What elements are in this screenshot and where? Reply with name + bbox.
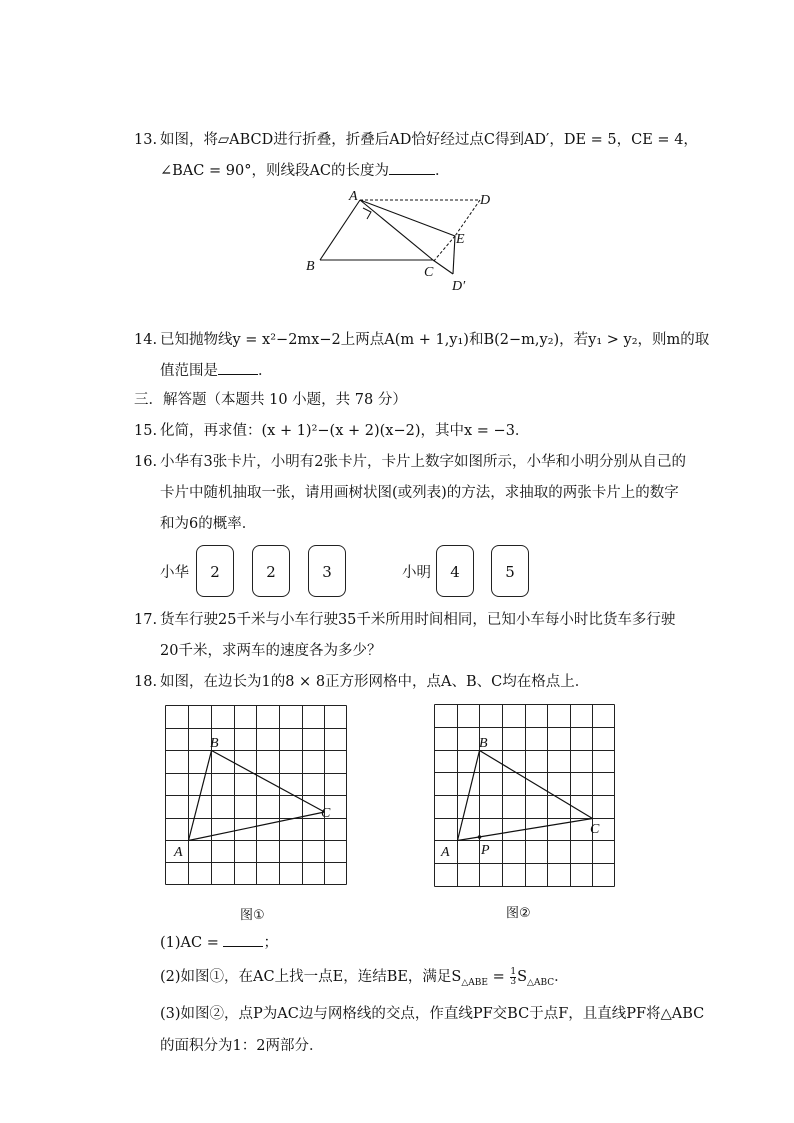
q13-line2-text: ∠BAC = 90°，则线段AC的长度为 bbox=[160, 163, 390, 179]
q15-text: 化简，再求值：(x + 1)²−(x + 2)(x−2)，其中x = −3． bbox=[160, 423, 530, 439]
xiaohua-card-1: 2 bbox=[196, 545, 234, 597]
xiaoming-card-2: 5 bbox=[491, 545, 529, 597]
q17-line1: 货车行驶25千米与小车行驶35千米所用时间相同，已知小车每小时比货车多行驶 bbox=[160, 612, 676, 628]
grid-1-lines bbox=[166, 706, 347, 885]
q18-part2-end: ． bbox=[554, 969, 569, 985]
q13-answer-blank bbox=[389, 160, 435, 175]
q13-label-D: D bbox=[480, 193, 491, 208]
grid2-label-P: P bbox=[481, 843, 490, 858]
q13-segment-DE-dashed bbox=[455, 200, 480, 236]
xiaoming-card-1: 4 bbox=[436, 545, 474, 597]
grid1-label-C: C bbox=[321, 806, 331, 821]
fig2-caption: 图② bbox=[506, 906, 531, 921]
q13-segment-AC bbox=[360, 200, 433, 260]
q13-line1: 如图，将▱ABCD进行折叠，折叠后AD恰好经过点C得到AD′，DE = 5，CE = 4， bbox=[160, 132, 698, 148]
q13-label-A: A bbox=[349, 189, 358, 204]
q18-grid-figure-2 bbox=[429, 699, 619, 891]
q14-line2 bbox=[160, 360, 273, 381]
section-3-heading: 三．解答题（本题共 10 小题，共 78 分） bbox=[134, 392, 407, 408]
q16-line2: 卡片中随机抽取一张，请用画树状图(或列表)的方法，求抽取的两张卡片上的数字 bbox=[160, 485, 679, 501]
fig1-caption: 图① bbox=[240, 908, 265, 923]
q18-part2-sub2: △ABC bbox=[527, 977, 555, 988]
q18-text: 如图，在边长为1的8 × 8正方形网格中，点A、B、C均在格点上． bbox=[160, 674, 590, 690]
grid2-label-A: A bbox=[441, 845, 450, 860]
q18-grid-figure-1 bbox=[160, 700, 350, 890]
q13-number: 13. bbox=[134, 132, 158, 148]
q13-segment-AB bbox=[320, 200, 360, 260]
q18-part1 bbox=[160, 932, 278, 953]
q13-label-C: C bbox=[424, 265, 434, 280]
q13-line2-end: ． bbox=[435, 163, 450, 179]
xiaohua-card-3: 3 bbox=[308, 545, 346, 597]
q14-line2-text: 值范围是 bbox=[160, 363, 218, 379]
q13-figure bbox=[300, 186, 500, 294]
q18-part2 bbox=[160, 967, 569, 993]
q17-number: 17. bbox=[134, 612, 158, 628]
q14-line1: 已知抛物线y = x²−2mx−2上两点A(m + 1,y₁)和B(2−m,y₂)，若y₁ > y₂，则m的取 bbox=[160, 332, 710, 348]
q16-number: 16. bbox=[134, 454, 158, 470]
q16-line3: 和为6的概率． bbox=[160, 516, 257, 532]
q18-part1-text: (1)AC = bbox=[160, 935, 224, 951]
grid1-label-B: B bbox=[210, 736, 219, 751]
grid1-label-A: A bbox=[174, 845, 183, 860]
q16-line1: 小华有3张卡片，小明有2张卡片，卡片上数字如图所示，小华和小明分别从自己的 bbox=[160, 454, 686, 470]
grid2-label-C: C bbox=[590, 822, 600, 837]
grid2-side-BC bbox=[480, 751, 593, 819]
q15-number: 15. bbox=[134, 423, 158, 439]
q13-label-Dprime: D′ bbox=[452, 279, 466, 294]
q13-segment-CD bbox=[433, 260, 453, 274]
grid2-label-B: B bbox=[479, 736, 488, 751]
q13-segment-AE bbox=[360, 200, 455, 236]
q18-part2-fraction bbox=[510, 968, 516, 987]
q18-part2-S: S bbox=[517, 969, 528, 985]
q13-segment-EC-dashed bbox=[433, 236, 455, 262]
q18-part2-sub1: △ABE bbox=[461, 977, 488, 988]
grid2-point-P bbox=[478, 835, 482, 839]
q18-part1-end: ； bbox=[263, 935, 278, 951]
q13-line2 bbox=[160, 160, 450, 181]
q14-number: 14. bbox=[134, 332, 158, 348]
q18-number: 18. bbox=[134, 674, 158, 690]
xiaohua-card-2: 2 bbox=[252, 545, 290, 597]
xiaohua-label: 小华 bbox=[160, 565, 189, 581]
q18-part3-line2: 的面积分为1：2两部分． bbox=[160, 1038, 324, 1054]
q13-right-angle-mark bbox=[363, 208, 371, 219]
grid-2-lines bbox=[435, 705, 615, 887]
q18-part3-line1: (3)如图②，点P为AC边与网格线的交点，作直线PF交BC于点F，且直线PF将△ABC bbox=[160, 1006, 705, 1022]
q18-part1-blank bbox=[223, 932, 263, 947]
q13-segment-ED bbox=[453, 236, 455, 274]
q18-frac-num: 1 bbox=[510, 966, 517, 977]
grid1-side-BC bbox=[212, 751, 325, 813]
q18-frac-den: 3 bbox=[510, 976, 517, 987]
q18-part2-eq: = bbox=[487, 969, 510, 985]
xiaoming-label: 小明 bbox=[402, 565, 431, 581]
q14-line2-end: ． bbox=[258, 363, 273, 379]
q17-line2: 20千米，求两车的速度各为多少？ bbox=[160, 643, 382, 659]
q13-label-B: B bbox=[306, 259, 315, 274]
q14-answer-blank bbox=[218, 360, 258, 375]
q18-part2-text: (2)如图①，在AC上找一点E，连结BE，满足S bbox=[160, 969, 462, 985]
q13-label-E: E bbox=[456, 232, 465, 247]
